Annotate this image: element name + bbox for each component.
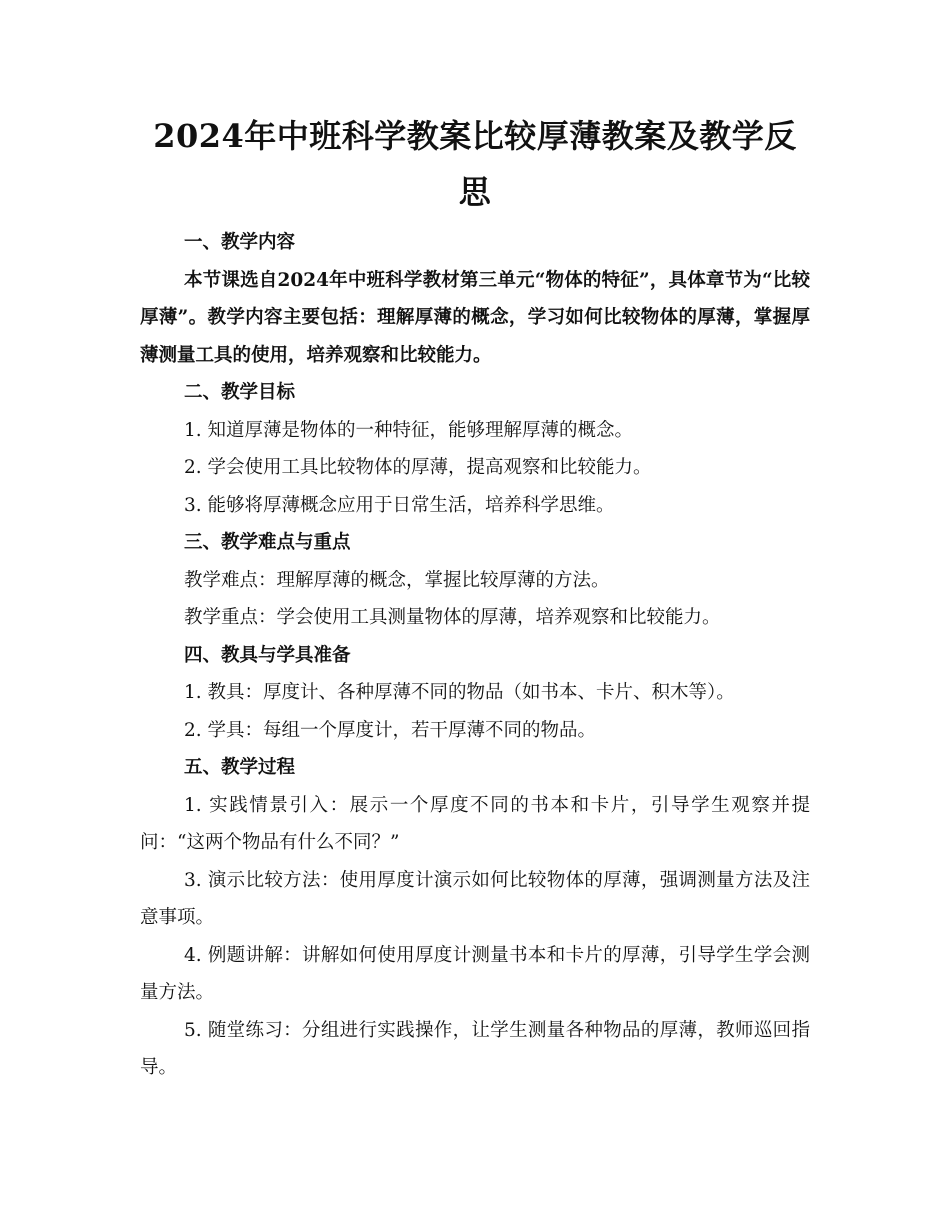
process-item-1: 1. 实践情景引入：展示一个厚度不同的书本和卡片，引导学生观察并提问：“这两个物品有什么不同？”	[140, 794, 810, 853]
process-item-5: 5. 随堂练习：分组进行实践操作，让学生测量各种物品的厚薄，教师巡回指导。	[140, 1019, 810, 1078]
section-heading-objectives: 二、教学目标	[184, 382, 296, 403]
process-item-3: 3. 演示比较方法：使用厚度计演示如何比较物体的厚薄，强调测量方法及注意事项。	[140, 869, 810, 928]
materials-item-2: 2. 学具：每组一个厚度计，若干厚薄不同的物品。	[184, 719, 597, 741]
document-page	[140, 108, 810, 1087]
section-heading-content: 一、教学内容	[184, 232, 296, 253]
objective-item-2: 2. 学会使用工具比较物体的厚薄，提高观察和比较能力。	[184, 457, 652, 478]
objective-item-1: 1. 知道厚薄是物体的一种特征，能够理解厚薄的概念。	[184, 419, 634, 441]
objective-item-3: 3. 能够将厚薄概念应用于日常生活，培养科学思维。	[184, 494, 615, 516]
section-heading-process: 五、教学过程	[184, 757, 296, 778]
section-heading-materials: 四、教具与学具准备	[184, 644, 351, 666]
difficulty-item: 教学难点：理解厚薄的概念，掌握比较厚薄的方法。	[184, 569, 610, 591]
section-content-paragraph: 本节课选自2024年中班科学教材第三单元“物体的特征”，具体章节为“比较厚薄”。教学内容主要包括：理解厚薄的概念，学习如何比较物体的厚薄，掌握厚薄测量工具的使用，培养观察和比较能力。	[140, 269, 810, 366]
materials-item-1: 1. 教具：厚度计、各种厚薄不同的物品（如书本、卡片、积木等）。	[184, 682, 735, 703]
section-heading-difficulties: 三、教学难点与重点	[184, 532, 351, 553]
keypoint-item: 教学重点：学会使用工具测量物体的厚薄，培养观察和比较能力。	[184, 607, 721, 628]
document-title: 2024年中班科学教案比较厚薄教案及教学反思	[153, 117, 797, 211]
process-item-4: 4. 例题讲解：讲解如何使用厚度计测量书本和卡片的厚薄，引导学生学会测量方法。	[140, 944, 810, 1003]
